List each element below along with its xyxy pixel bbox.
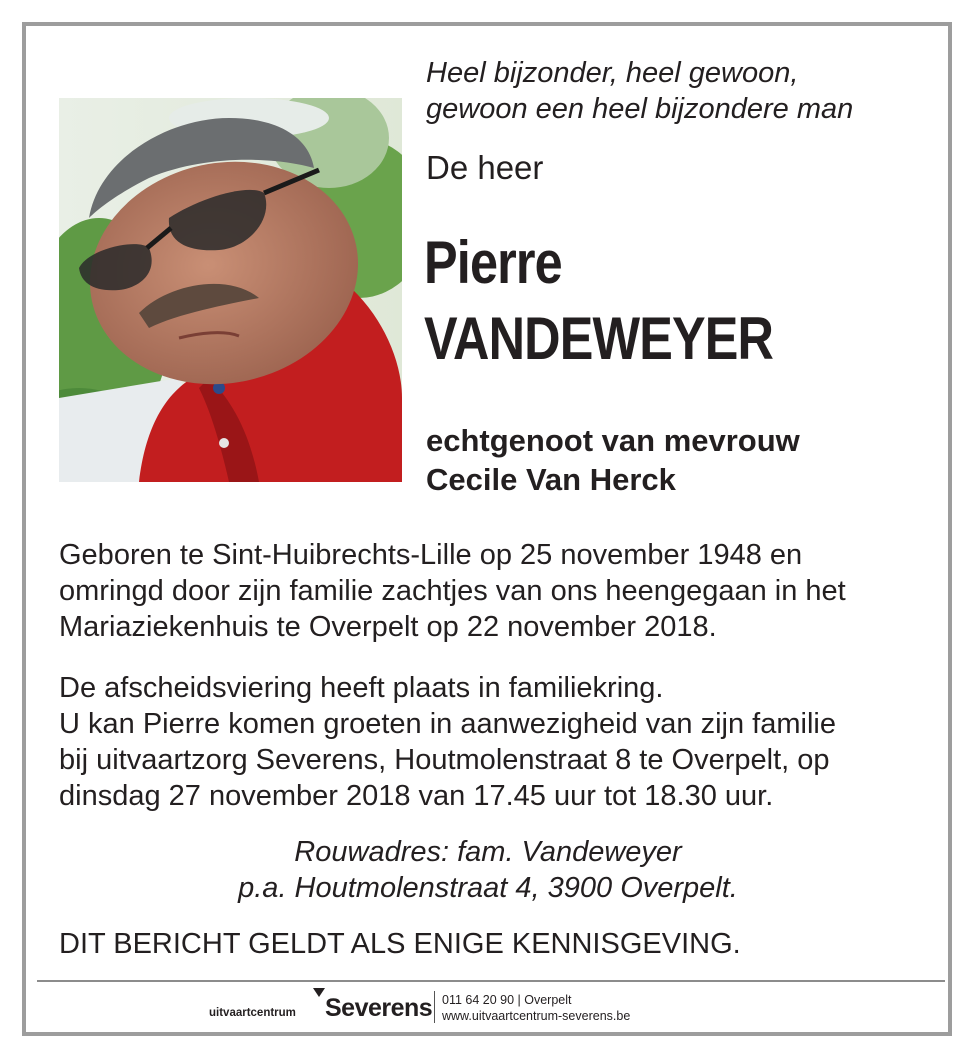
deceased-first-name: Pierre xyxy=(424,229,562,296)
footer-separator xyxy=(434,991,435,1023)
sole-notice: DIT BERICHT GELDT ALS ENIGE KENNISGEVING. xyxy=(59,928,741,960)
contact-website: www.uitvaartcentrum-severens.be xyxy=(442,1009,631,1023)
portrait-photo xyxy=(59,98,402,482)
verse-line-2: gewoon een heel bijzondere man xyxy=(426,93,854,125)
address-line-1: Rouwadres: fam. Vandeweyer xyxy=(294,836,682,868)
bio-line-1: Geboren te Sint-Huibrechts-Lille op 25 november 1948 en xyxy=(59,539,803,571)
brand-label-small: uitvaartcentrum xyxy=(209,1007,296,1019)
brand-logo-text: Severens xyxy=(325,994,433,1022)
triangle-logo-icon xyxy=(313,988,325,997)
spouse-line-1: echtgenoot van mevrouw xyxy=(426,423,800,458)
portrait-illustration xyxy=(59,98,402,482)
deceased-last-name: VANDEWEYER xyxy=(424,305,774,372)
spouse-line-2: Cecile Van Herck xyxy=(426,462,676,497)
verse-line-1: Heel bijzonder, heel gewoon, xyxy=(426,57,799,89)
info-line-4: dinsdag 27 november 2018 van 17.45 uur tot 18.30 uur. xyxy=(59,780,774,812)
contact-info xyxy=(442,992,630,1024)
ceremony-info xyxy=(59,670,836,814)
honorific: De heer xyxy=(426,149,544,186)
info-line-2: U kan Pierre komen groeten in aanwezigheid van zijn familie xyxy=(59,708,836,740)
spouse-info xyxy=(426,421,800,499)
bio-line-2: omringd door zijn familie zachtjes van ons heengegaan in het xyxy=(59,575,846,607)
memorial-verse xyxy=(426,55,853,127)
info-line-1: De afscheidsviering heeft plaats in familiekring. xyxy=(59,672,664,704)
contact-phone-location: 011 64 20 90 | Overpelt xyxy=(442,993,572,1007)
address-line-2: p.a. Houtmolenstraat 4, 3900 Overpelt. xyxy=(238,872,738,904)
birth-death-text xyxy=(59,537,846,645)
funeral-home-footer xyxy=(0,985,980,1030)
mourning-address xyxy=(59,834,917,906)
bio-line-3: Mariaziekenhuis te Overpelt op 22 november 2018. xyxy=(59,611,717,643)
info-line-3: bij uitvaartzorg Severens, Houtmolenstraat 8 te Overpelt, op xyxy=(59,744,830,776)
footer-divider xyxy=(37,980,945,982)
